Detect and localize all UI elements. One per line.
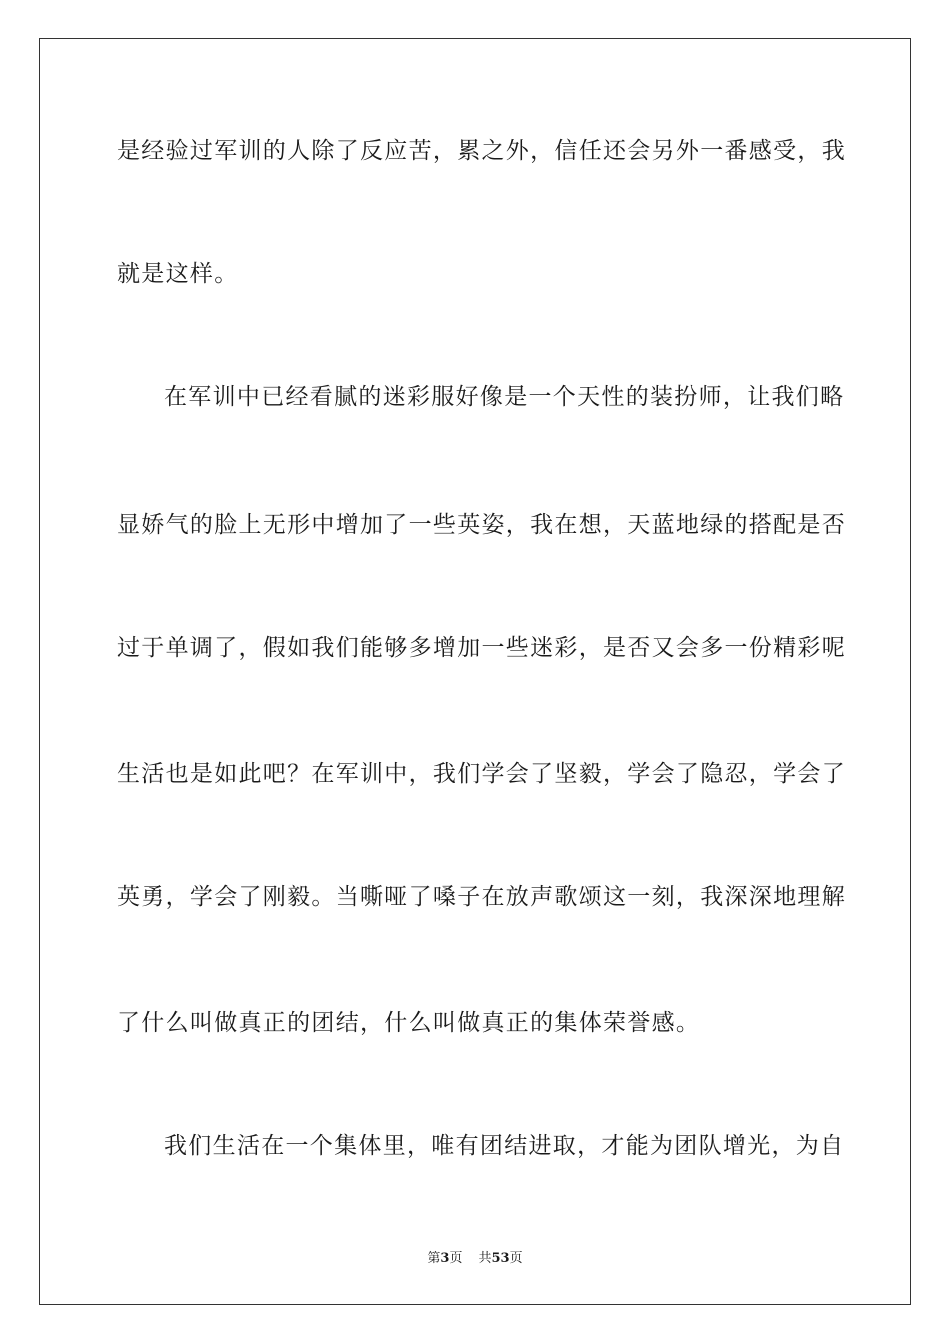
text-line-4: 显娇气的脸上无形中增加了一些英姿，我在想，天蓝地绿的搭配是否 — [117, 512, 846, 538]
text-line-7: 英勇，学会了刚毅。当嘶哑了嗓子在放声歌颂这一刻，我深深地理解 — [117, 884, 846, 910]
text-line-9: 我们生活在一个集体里，唯有团结进取，才能为团队增光，为自 — [164, 1133, 845, 1159]
page-prefix: 第 — [427, 1251, 441, 1266]
page-suffix: 页 — [449, 1251, 463, 1266]
text-line-2: 就是这样。 — [117, 261, 239, 287]
text-line-5: 过于单调了，假如我们能够多增加一些迷彩，是否又会多一份精彩呢 — [117, 635, 846, 661]
text-line-1: 是经验过军训的人除了反应苦，累之外，信任还会另外一番感受，我 — [117, 138, 846, 164]
page-number: 3 — [440, 1251, 450, 1266]
text-line-6: 生活也是如此吧？在军训中，我们学会了坚毅，学会了隐忍，学会了 — [117, 761, 846, 787]
text-line-3: 在军训中已经看腻的迷彩服好像是一个天性的装扮师，让我们略 — [164, 384, 845, 410]
total-pages: 53 — [491, 1251, 510, 1266]
page-border — [39, 38, 911, 1305]
text-line-8: 了什么叫做真正的团结，什么叫做真正的集体荣誉感。 — [117, 1010, 701, 1036]
total-prefix: 共 — [478, 1251, 492, 1266]
total-suffix: 页 — [509, 1251, 523, 1266]
page-footer — [0, 1247, 950, 1266]
